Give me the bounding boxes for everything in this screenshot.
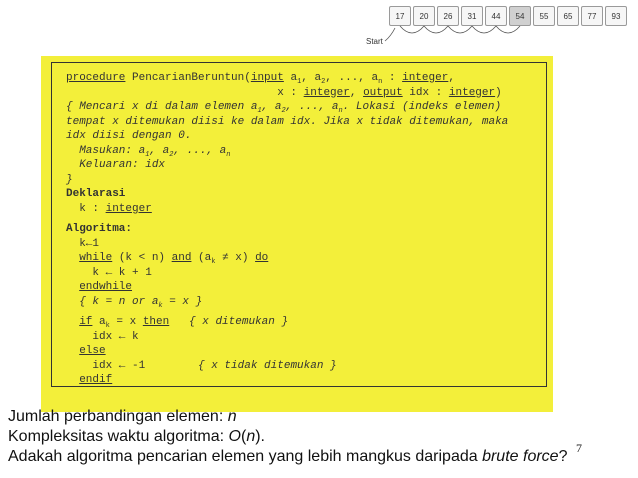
footer-var: n xyxy=(246,428,256,445)
keyword-integer: integer xyxy=(448,86,496,99)
indent xyxy=(66,374,79,386)
comment-line xyxy=(66,295,546,310)
array-cell: 93 xyxy=(605,6,627,26)
keyword-endif: endif xyxy=(79,374,113,386)
param-x: x : xyxy=(277,86,304,99)
footer-text: Kompleksitas waktu algoritma: xyxy=(8,428,229,445)
condition: a xyxy=(92,316,106,328)
var-k: k : xyxy=(66,202,106,215)
subscript: k xyxy=(158,301,163,310)
keyword-procedure: procedure xyxy=(66,72,126,84)
array-cell: 54 xyxy=(509,6,531,26)
page-number: 7 xyxy=(576,441,582,455)
subscript: 1 xyxy=(297,78,302,87)
comment-line xyxy=(66,144,546,159)
array-diagram xyxy=(366,6,629,48)
procedure-name: PencarianBeruntun( xyxy=(125,72,251,84)
indent xyxy=(66,87,277,99)
comment-text: { Mencari x di dalam elemen a xyxy=(66,101,258,113)
step-arrow xyxy=(448,26,472,33)
param-sep: , xyxy=(448,72,455,84)
array-cell: 77 xyxy=(581,6,603,26)
param-idx: idx : xyxy=(402,86,449,99)
code-line-assign: idx ← k xyxy=(66,330,139,343)
code-line-decl xyxy=(66,202,546,217)
comment-text: { x tidak ditemukan } xyxy=(145,359,337,372)
array-cell: 55 xyxy=(533,6,555,26)
param-a: a xyxy=(283,72,298,84)
comment-text: { k = n or a xyxy=(66,295,159,308)
comment-text: = x } xyxy=(162,295,203,308)
param-sep: : xyxy=(382,72,403,84)
comment-text: , a xyxy=(261,101,282,113)
comment-text: , ..., a xyxy=(285,101,339,113)
subscript: n xyxy=(378,78,383,87)
keyword-while: while xyxy=(79,252,113,264)
keyword-integer: integer xyxy=(105,202,152,215)
keyword-do: do xyxy=(255,252,269,264)
indent xyxy=(66,252,79,264)
step-arrow xyxy=(472,26,496,33)
comment-line xyxy=(66,100,546,115)
param-a: , a xyxy=(301,72,322,84)
code-line-endif xyxy=(66,373,546,388)
comment-line: idx diisi dengan 0. xyxy=(66,130,192,142)
subscript: 2 xyxy=(281,107,286,116)
comment-line: Keluaran: idx xyxy=(66,159,166,171)
search-arrows xyxy=(389,6,629,48)
footer-line-question xyxy=(8,447,567,467)
code-line-init: k←1 xyxy=(66,237,100,250)
comment-text: { x ditemukan } xyxy=(169,316,289,328)
param-sep: ) xyxy=(495,86,502,99)
footer-line-comparisons xyxy=(8,407,567,427)
subscript: n xyxy=(226,150,231,159)
section-algorithm: Algoritma: xyxy=(66,223,133,235)
code-panel xyxy=(41,56,553,412)
comment-text: Masukan: a xyxy=(66,144,146,157)
footer-var: n xyxy=(227,408,237,425)
indent xyxy=(66,316,79,328)
footer-line-complexity xyxy=(8,427,567,447)
keyword-else: else xyxy=(79,345,106,357)
section-declaration: Deklarasi xyxy=(66,188,126,200)
comment-text: , a xyxy=(149,144,170,157)
subscript: n xyxy=(338,107,343,116)
assign-text: idx ← -1 xyxy=(66,359,146,372)
keyword-integer: integer xyxy=(402,72,449,84)
start-arrow xyxy=(385,28,395,41)
subscript: 2 xyxy=(169,150,174,159)
array-cell: 26 xyxy=(437,6,459,26)
footer-text: ). xyxy=(255,428,265,445)
footer-emphasis: brute force xyxy=(482,448,559,465)
footer-var: O xyxy=(228,428,241,445)
keyword-output: output xyxy=(363,86,403,99)
keyword-endwhile: endwhile xyxy=(79,281,133,293)
subscript: k xyxy=(211,258,216,267)
code-line-if xyxy=(66,315,546,330)
array-cell: 20 xyxy=(413,6,435,26)
array-cell: 31 xyxy=(461,6,483,26)
step-arrow xyxy=(400,26,424,33)
subscript: 1 xyxy=(257,107,262,116)
step-arrow xyxy=(424,26,448,33)
comment-line: tempat x ditemukan diisi ke dalam idx. Jika x tidak ditemukan, maka xyxy=(66,115,509,128)
comment-text: , ..., a xyxy=(173,144,227,157)
comment-text: . Lokasi (indeks elemen) xyxy=(342,101,502,113)
param-sep: , xyxy=(349,86,364,99)
code-line-assign-neg xyxy=(66,359,546,374)
condition: (a xyxy=(191,252,212,264)
footer-text: ? xyxy=(558,448,568,465)
array-cell: 44 xyxy=(485,6,507,26)
array-cell: 17 xyxy=(389,6,411,26)
condition: = x xyxy=(109,316,143,328)
code-line-params xyxy=(66,86,546,101)
subscript: k xyxy=(105,322,110,331)
start-label: Start xyxy=(366,37,383,46)
param-a: , ..., a xyxy=(325,72,379,84)
code-line-while xyxy=(66,251,546,266)
footer-text: Adakah algoritma pencarian elemen yang lebih mangkus daripada xyxy=(8,448,483,465)
indent xyxy=(66,345,79,357)
footer-text: Jumlah perbandingan elemen: xyxy=(8,408,228,425)
step-arrow xyxy=(496,26,520,33)
condition: ≠ x) xyxy=(215,252,256,264)
footer-text: ( xyxy=(240,428,247,445)
algorithm-code xyxy=(66,71,546,388)
condition: (k < n) xyxy=(112,252,172,264)
keyword-and: and xyxy=(171,252,192,264)
indent xyxy=(66,281,79,293)
subscript: 1 xyxy=(145,150,150,159)
keyword-input: input xyxy=(250,72,284,84)
keyword-then: then xyxy=(142,316,170,328)
slide-footer xyxy=(8,407,567,467)
keyword-if: if xyxy=(79,316,93,328)
subscript: 2 xyxy=(321,78,326,87)
code-line-increment: k ← k + 1 xyxy=(66,266,152,279)
array-cell: 65 xyxy=(557,6,579,26)
keyword-integer: integer xyxy=(303,86,350,99)
code-line-procedure xyxy=(66,71,546,86)
code-line-else xyxy=(66,344,546,359)
code-line-endwhile xyxy=(66,280,546,295)
comment-line: } xyxy=(66,173,73,186)
